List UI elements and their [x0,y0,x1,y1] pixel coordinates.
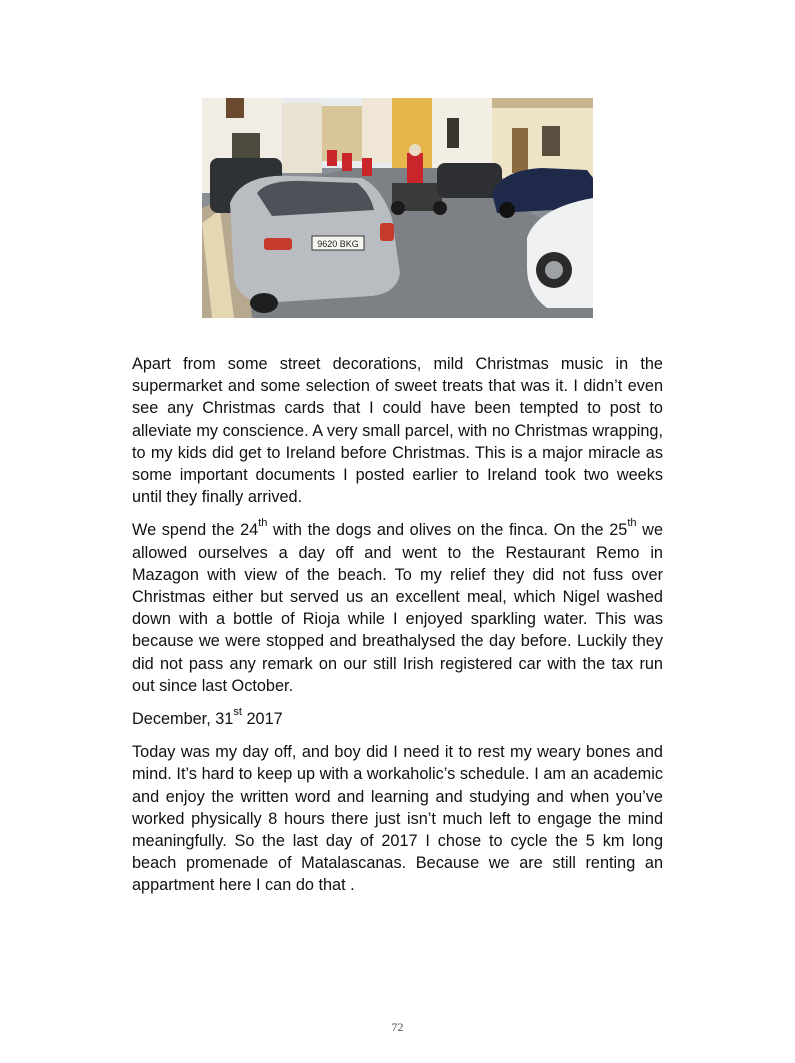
date-year: 2017 [241,710,283,729]
page-number: 72 [391,1020,404,1034]
paragraph-christmas-shopping: Apart from some street decorations, mild Christmas music in the supermarket and some selection of sweet treats that was it. I didn’t even see any Christmas cards that I could have been tempted to post to alleviate my conscience. A very small parcel, with no Christmas wrapping, to my kids did get to Ireland before Christmas. This is a major miracle as some important documents I posted earlier to Ireland took two weeks until they finally arrived. [132,355,663,507]
license-plate: 9620 BKG [317,239,359,249]
paragraph-text: we allowed ourselves a day off and went to the Restaurant Remo in Mazagon with view of the beach. To my relief they did not fuss over Christmas either but served us an excellent meal, which Nigel washed down with a bottle of Rioja while I enjoyed sparkling water. This was because we were stopped and breathalysed the day before. Luckily they did not pass any remark on our still Irish registered car with the tax run out since last October. [132,521,663,695]
paragraph-christmas-day [132,519,663,697]
ordinal-suffix: th [627,517,637,529]
ordinal-suffix: st [233,705,242,718]
street-photo [202,98,593,318]
date-text: December, 31 [132,710,234,729]
body-text [132,353,663,908]
ordinal-suffix: th [258,517,268,529]
paragraph-day-off: Today was my day off, and boy did I need it to rest my weary bones and mind. It’s hard to keep up with a workaholic’s schedule. I am an academic and enjoy the written word and learning and studying and when you’ve worked physically 8 hours there just isn’t much left to engage the mind meaningfully. So the last day of 2017 I chose to cycle the 5 km long beach promenade of Matalascanas. Because we are still renting an appartment here I can do that . [132,743,663,895]
paragraph-text: with the dogs and olives on the finca. On the 25 [267,521,628,540]
paragraph-text: We spend the 24 [132,521,259,540]
street-scene-image [202,98,593,318]
date-heading [132,705,663,730]
